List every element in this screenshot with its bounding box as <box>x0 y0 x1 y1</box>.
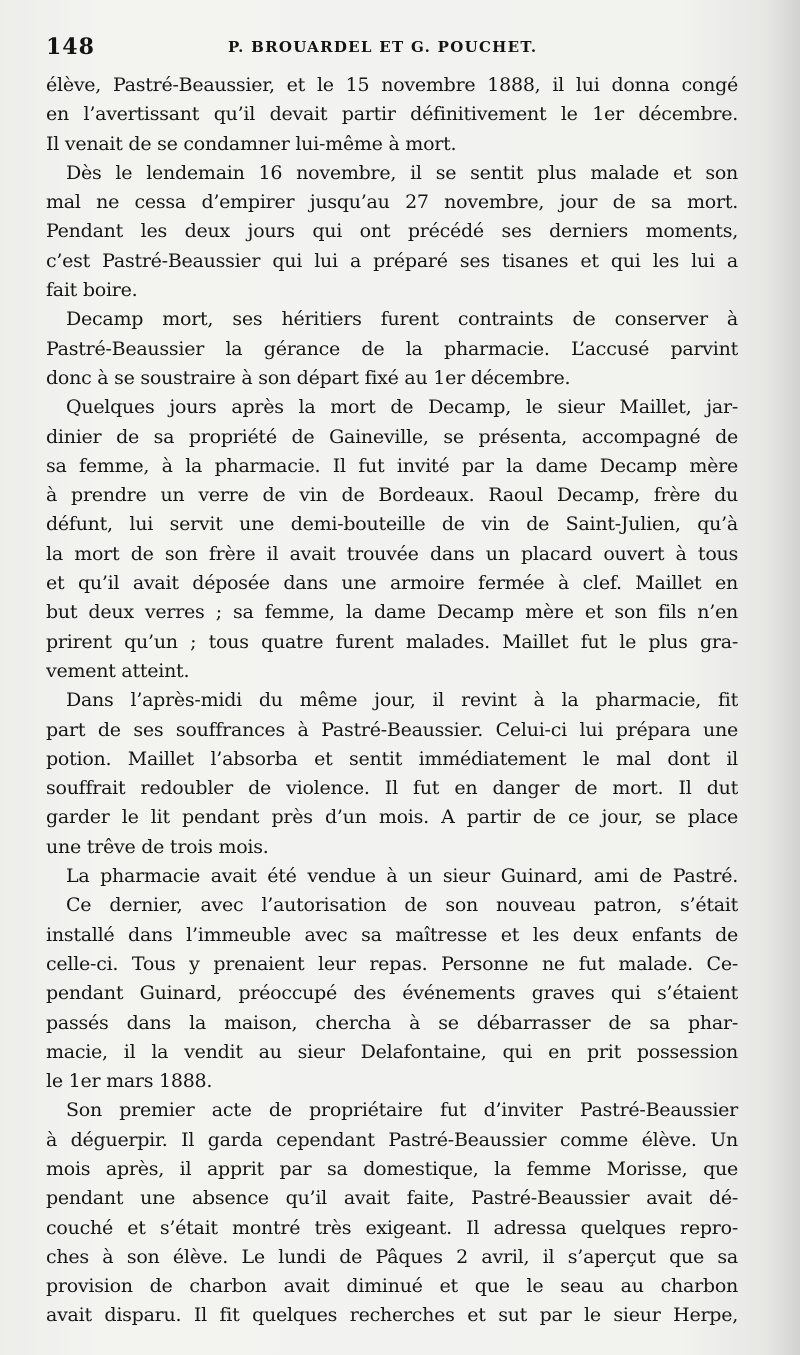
text-line: couché et s’était montré très exigeant. Il adressa quelques repro- <box>46 1216 738 1239</box>
text-line: mois après, il apprit par sa domestique, la femme Morisse, que <box>46 1157 738 1180</box>
text-line: macie, il la vendit au sieur Delafontaine, qui en prit possession <box>46 1040 738 1063</box>
text-line: pendant une absence qu’il avait faite, Pastré-Beaussier avait dé- <box>46 1187 738 1210</box>
body-text <box>46 71 738 1331</box>
text-line: Son premier acte de propriétaire fut d’inviter Pastré-Beaussier <box>66 1099 738 1122</box>
text-line: Il venait de se condamner lui-même à mort. <box>46 132 457 155</box>
text-line: souffrait redoubler de violence. Il fut en danger de mort. Il dut <box>46 777 738 800</box>
text-line: Dès le lendemain 16 novembre, il se sentit plus malade et son <box>66 161 738 184</box>
text-line: celle-ci. Tous y prenaient leur repas. Personne ne fut malade. Ce- <box>46 952 738 975</box>
text-line: potion. Maillet l’absorba et sentit immédiatement le mal dont il <box>46 747 738 770</box>
text-line: Quelques jours après la mort de Decamp, le sieur Maillet, jar- <box>66 396 738 419</box>
text-line: c’est Pastré-Beaussier qui lui a préparé ses tisanes et qui les lui a <box>46 249 738 272</box>
text-line: défunt, lui servit une demi-bouteille de vin de Saint-Julien, qu’à <box>46 513 738 536</box>
text-line: pendant Guinard, préoccupé des événements graves qui s’étaient <box>46 982 738 1005</box>
text-line: Decamp mort, ses héritiers furent contraints de conserver à <box>66 308 738 331</box>
text-line: à prendre un verre de vin de Bordeaux. Raoul Decamp, frère du <box>46 484 738 507</box>
page-number: 148 <box>46 34 95 60</box>
text-line: sa femme, à la pharmacie. Il fut invité par la dame Decamp mère <box>46 454 738 477</box>
text-line: La pharmacie avait été vendue à un sieur Guinard, ami de Pastré. <box>66 865 738 888</box>
text-line: donc à se soustraire à son départ fixé au 1er décembre. <box>46 366 571 389</box>
text-line: prirent qu’un ; tous quatre furent malades. Maillet fut le plus gra- <box>46 630 738 653</box>
text-line: une trêve de trois mois. <box>46 835 269 858</box>
text-line: élève, Pastré-Beaussier, et le 15 novembre 1888, il lui donna congé <box>46 74 738 96</box>
text-line: dinier de sa propriété de Gaineville, se présenta, accompagné de <box>46 425 738 448</box>
text-line: vement atteint. <box>46 659 190 682</box>
text-line: ches à son élève. Le lundi de Pâques 2 avril, il s’aperçut que sa <box>46 1245 738 1268</box>
text-line: et qu’il avait déposée dans une armoire fermée à clef. Maillet en <box>46 572 738 595</box>
text-line: Pendant les deux jours qui ont précédé ses derniers moments, <box>46 220 738 243</box>
text-line: le 1er mars 1888. <box>46 1070 213 1093</box>
text-line: provision de charbon avait diminué et que le seau au charbon <box>46 1275 738 1298</box>
text-line: part de ses souffrances à Pastré-Beaussier. Celui-ci lui prépara une <box>46 718 738 741</box>
text-line: à déguerpir. Il garda cependant Pastré-Beaussier comme élève. Un <box>46 1128 738 1151</box>
running-head: P. BROUARDEL ET G. POUCHET. <box>228 38 538 56</box>
text-line: garder le lit pendant près d’un mois. A partir de ce jour, se place <box>46 806 738 829</box>
text-line: passés dans la maison, chercha à se débarrasser de sa phar- <box>46 1011 738 1034</box>
text-line: Ce dernier, avec l’autorisation de son nouveau patron, s’était <box>66 894 738 917</box>
text-line: mal ne cessa d’empirer jusqu’au 27 novembre, jour de sa mort. <box>46 191 738 214</box>
text-line: en l’avertissant qu’il devait partir définitivement le 1er décembre. <box>46 103 738 126</box>
text-line: Pastré-Beaussier la gérance de la pharmacie. L’accusé parvint <box>46 337 738 360</box>
text-line: but deux verres ; sa femme, la dame Decamp mère et son fils n’en <box>46 601 738 624</box>
page-header <box>46 34 746 64</box>
text-line: installé dans l’immeuble avec sa maîtresse et les deux enfants de <box>46 923 738 946</box>
text-line: avait disparu. Il fit quelques recherches et sut par le sieur Herpe, <box>46 1304 738 1327</box>
page-edge-shadow <box>766 0 800 1355</box>
text-line: fait boire. <box>46 279 138 302</box>
text-line: la mort de son frère il avait trouvée dans un placard ouvert à tous <box>46 542 738 565</box>
text-line: Dans l’après-midi du même jour, il revint à la pharmacie, fit <box>66 689 738 712</box>
